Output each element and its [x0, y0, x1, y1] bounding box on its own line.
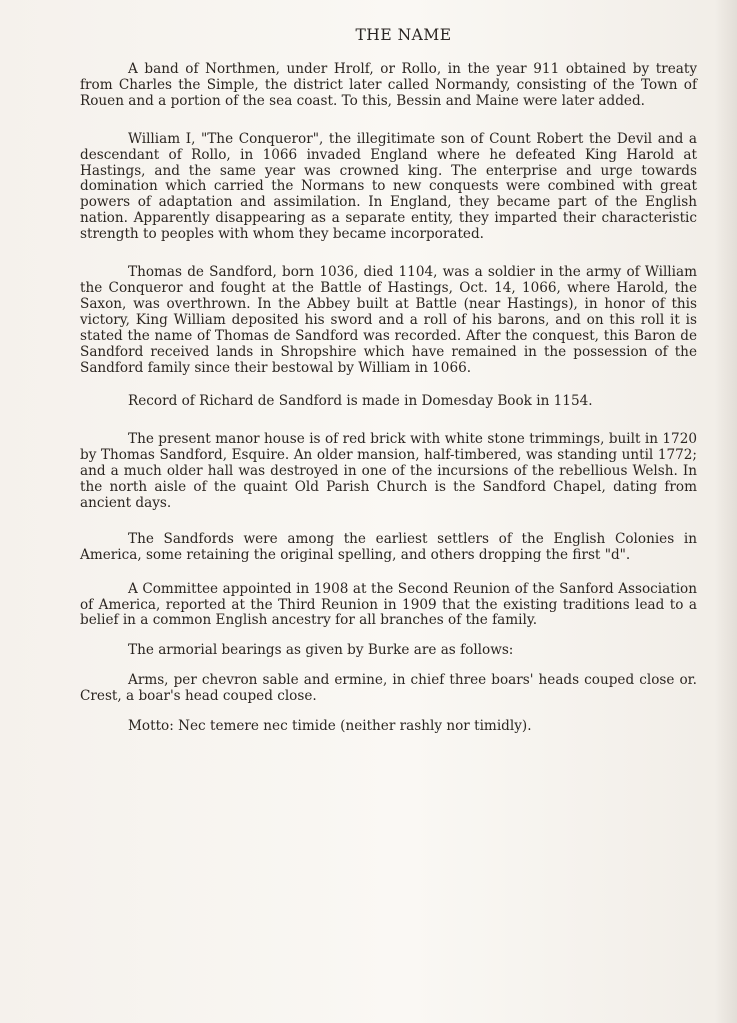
paragraph-domesday: Record of Richard de Sandford is made in Domesday Book in 1154. — [128, 393, 593, 410]
paragraph-conqueror: William I, "The Conqueror", the illegitimate son of Count Robert the Devil and a descendant of Rollo, in 1066 invaded England where he defeated King Harold at Hastings, and the same year was crowned king. The enterprise and urge towards domination which carried the Normans to new conquests were combined with great powers of adaptation and assimilation. In England, they became part of the English nation. Apparently disappearing as a separate entity, they imparted their characteristic strength to peoples with whom they became incorporated. — [80, 130, 697, 243]
page-edge-shadow — [715, 0, 737, 1023]
paragraph-settlers: The Sandfords were among the earliest settlers of the English Colonies in America, some retaining the original spelling, and others dropping the first "d". — [80, 530, 697, 563]
paragraph-committee: A Committee appointed in 1908 at the Second Reunion of the Sanford Association of America, reported at the Third Reunion in 1909 that the existing traditions lead to a belief in a common English ancestry for all branches of the family. — [80, 580, 697, 629]
page-title: THE NAME — [355, 26, 452, 44]
paragraph-arms: Arms, per chevron sable and ermine, in chief three boars' heads couped close or. Crest, a boar's head couped close. — [80, 672, 697, 705]
paragraph-manor-house: The present manor house is of red brick with white stone trimmings, built in 1720 by Thomas Sandford, Esquire. An older mansion, half-timbered, was standing until 1772; and a much older hall was destroyed in one of the incursions of the rebellious Welsh. In the north aisle of the quaint Old Parish Church is the Sandford Chapel, dating from ancient days. — [80, 431, 697, 511]
paragraph-rollo: A band of Northmen, under Hrolf, or Rollo, in the year 911 obtained by treaty from Charles the Simple, the district later called Normandy, consisting of the Town of Rouen and a portion of the sea coast. To this, Bessin and Maine were later added. — [80, 61, 697, 109]
paragraph-armorial-intro: The armorial bearings as given by Burke are as follows: — [128, 642, 514, 659]
paragraph-thomas-de-sandford: Thomas de Sandford, born 1036, died 1104, was a soldier in the army of William the Conqueror and fought at the Battle of Hastings, Oct. 14, 1066, where Harold, the Saxon, was overthrown. In the Abbey built at Battle (near Hastings), in honor of this victory, King William deposited his sword and a roll of his barons, and on this roll it is stated the name of Thomas de Sandford was recorded. After the conquest, this Baron de Sandford received lands in Shropshire which have remained in the possession of the Sandford family since their bestowal by William in 1066. — [80, 264, 697, 376]
paragraph-motto: Motto: Nec temere nec timide (neither rashly nor timidly). — [128, 718, 532, 735]
